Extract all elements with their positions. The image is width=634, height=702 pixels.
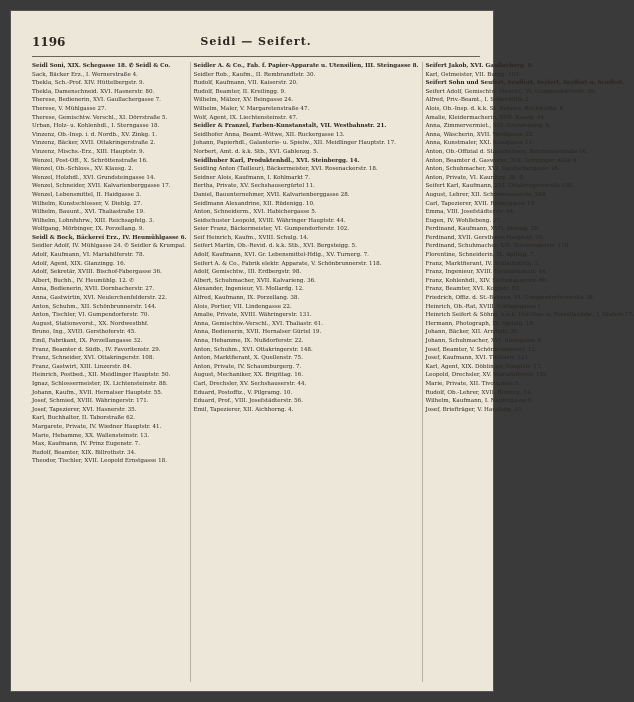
directory-entry: Franz, Kohlenhdl., XIV. Sechshauserstr. 80. (425, 277, 549, 284)
directory-entry: Rudolf, Beamter, II. Kreilingg. 9. (193, 88, 286, 95)
directory-entry: Wilhelm, Kaufmann, I. Naglergasse 6. (425, 398, 534, 405)
directory-entry: Seidler A. & Co., Fab. f. Papier-Apparate u. Utensilien, III. Steingasse 8. (193, 63, 419, 69)
directory-entry: Franz, Beamter d. Südb., IV. Favoritenstr. 29. (32, 346, 161, 353)
directory-entry: Adolf, Sekretär, XVIII. Bischof-Fabergasse 36. (32, 269, 162, 276)
directory-entry: Karl, Ostmeister, VII. Burgg. 101. (425, 71, 521, 78)
directory-entry: Ferdinand, Schuhmacher, XIX. Sieveringerstr. 110. (425, 243, 571, 250)
directory-entry: Max, Kaufmann, IV. Prinz Eugenstr. 7. (32, 441, 140, 448)
directory-entry: Eduard, Prof., VIII. Josefstädterstr. 56. (193, 398, 303, 405)
directory-entry: Rudolf, Beamter, XIX. Billrothstr. 34. (32, 449, 136, 456)
directory-entry: August, Stationsvorst., XX. Nordwestbhf. (32, 320, 149, 327)
directory-entry: Seidlhofer Anna, Beamt.-Witwe, XII. Ruckergasse 13. (193, 131, 345, 138)
directory-entry: Anton, Schuhm., XVI. Ottakringerstr. 148. (193, 346, 313, 353)
directory-entry: Wilhelm, Mälzer, XV. Beingasse 24. (193, 97, 294, 104)
column-2 (190, 62, 418, 682)
directory-entry: Carl, Drechsler, XV. Sechshauserstr. 44. (193, 380, 307, 387)
directory-entry: Eduard, Postoffiz., V. Pilgramg. 10. (193, 389, 293, 396)
directory-entry: Wenzel, Post-Off., X. Schröttenstraße 16. (32, 157, 148, 164)
directory-entry: Anna, Hebamme, IX. Nußdorferstr. 22. (193, 338, 304, 344)
directory-entry: Seidler Adolf, IV. Mühlgasse 24. ✆ Seidler & Krumpal. (32, 243, 186, 250)
directory-entry: Seidlmann Alexandrine, XII. Rüdenigg. 10. (193, 200, 315, 207)
directory-entry: Norbert, Amt. d. k.k. Stb., XVI. Gablenzg. 5. (193, 148, 319, 155)
directory-entry: Alois, Ob.-Insp. d. k.k. St. Bahnen, Buchwaldg. 8. (425, 105, 565, 112)
directory-entry: Franz, Ingenieur, XVIII. Gymnasiumstr. 44. (425, 269, 548, 276)
directory-entry: Johann, Bäcker, XII. Arndtstr. 30. (425, 329, 520, 336)
directory-entry: Anna, Bedienerin, XVII. Dornbacherstr. 27. (32, 286, 155, 293)
directory-entry: Johann, Papierhdl., Galanterie- u. Spielw., XII. Meidlinger Hauptstr. 17. (193, 140, 396, 147)
directory-entry: Franz, Schneider, XVI. Ottakringerstr. 108. (32, 355, 155, 362)
column-3 (422, 62, 634, 682)
directory-entry: Bruno, Ing., XVIII. Gersthoferstr. 45. (32, 329, 137, 336)
directory-entry: Emil, Tapezierer, XII. Aichhorng. 4. (193, 406, 294, 413)
directory-entry: Albert, Schuhmacher, XVII. Kalvarieng. 36. (193, 277, 316, 284)
directory-entry: Heinrich, Ob.-Rat, XVIII. Cottagegasse 1. (425, 303, 543, 310)
directory-entry: Anton, Marktfierant, X. Quellenstr. 75. (193, 355, 303, 362)
directory-entry: Seidler Rob., Kaufm., II. Rembrandtstr. 30. (193, 71, 316, 78)
directory-entry: Josef, Briefträger, V. Hauslabg. 25. (425, 406, 524, 413)
directory-entry: Eugen, IV. Wohllebeng. 27. (425, 217, 502, 224)
directory-entry: Rudolf, Kaufmann, VII. Kaiserstr. 20. (193, 80, 298, 87)
directory-entry: Thekla, Sch.-Prof. XIV. Hüttelbergstr. 9. (32, 80, 145, 87)
page-number: 1196 (32, 35, 66, 49)
directory-entry: Emma, VIII. Josefstädterstr. 64. (425, 209, 516, 216)
directory-entry: Seidling Anton (Tailleur), Bäckermeister, XVI. Rosenackerstr. 18. (193, 166, 378, 173)
directory-entry: Wenzel, Holzhdl., XVI. Grundsteingasse 14. (32, 174, 156, 181)
directory-entry: Adolf, Kaufmann, VI. Mariahilferstr. 78. (32, 252, 145, 259)
directory-entry: Marie, Private, XII. Tivoligasse 5. (425, 380, 521, 387)
directory-entry: Vinzenz, Ob.-Insp. i. d. Nordb., XV. Zinkg. 1. (32, 131, 158, 138)
directory-entry: Emil, Fabrikant, IX. Porzellangasse 32. (32, 338, 143, 344)
directory-entry: Urban, Holz- u. Kohlenhdl., I. Sterngasse 18. (32, 123, 160, 130)
directory-entry: Sack, Bäcker Erz., I. Wernerstraße 4. (32, 71, 138, 78)
directory-entry: Ignaz, Schlossermeister, IX. Lichtensteinstr. 88. (32, 380, 168, 387)
directory-entry: Seifert Martin, Ob.-Revid. d. k.k. Stb., XVI. Bergsteigg. 5. (193, 243, 357, 250)
directory-entry: Wolf, Agent, IX. Liechtensteinstr. 47. (193, 114, 298, 121)
directory-entry: Anton, Ob.-Offizial d. Staatsbahnen, Reichsratsstraße 10. (425, 148, 589, 155)
directory-entry: Seifert Sohn und Seufert, Seuffert, Seyfert, Seyffert u. Scuffert. (425, 80, 625, 87)
directory-entry: Anton, Private, IV. Schaumburgerg. 7. (193, 363, 302, 370)
directory-entry: Vinzenz, Bäcker, XVII. Ottakringerstraße 2. (32, 140, 156, 147)
directory-entry: Karl, Agent, XIX. Döblinger Hauptstr. 17. (425, 363, 543, 370)
directory-entry: August, Mechaniker, XX. Brigittag. 16. (193, 372, 304, 379)
directory-entry: Karl, Buchhalter, II. Taborstraße 62. (32, 415, 135, 422)
directory-entry: Anton, Tischler, VI. Gumpendorferstr. 70. (32, 312, 150, 319)
columns (32, 62, 634, 682)
directory-entry: Josef, Kaufmann, XVI. Thaliastr. 121. (425, 355, 530, 362)
directory-entry: Adolf, Gemischtw., III. Erdbergstr. 98. (193, 269, 302, 276)
directory-entry: Marie, Hebamme, XX. Wallensteinstr. 13. (32, 432, 150, 439)
directory-entry: Alfred, Kaufmann, IX. Porzellang. 38. (193, 295, 300, 302)
directory-entry: Ferdinand, Kaufmann, XVII. Antong. 20. (425, 226, 540, 233)
directory-entry: Seifert Jakob, XVI. Gaullacherg. 9. (425, 63, 534, 69)
directory-entry: Anna, Gemischtw.-Verschl., XVI. Thaliastr. 61. (193, 320, 323, 327)
directory-entry: Anton, Schuhm., XII. Schönbrunnerstr. 144. (32, 303, 157, 310)
directory-entry: Friedrich, Offiz. d. St.-Bahnen, VI. Gumpendorferstraße 38. (425, 295, 595, 302)
directory-entry: Wilhelm, Kunstschlosser, V. Diehlg. 27. (32, 200, 143, 207)
directory-entry: Anna, Bedienerin, XVII. Hernalser Gürtel 19. (193, 329, 322, 336)
directory-entry: Heinrich, Postbed., XII. Meidlinger Hauptstr. 50. (32, 372, 171, 379)
directory-entry: Franz, Beamter, XVI. Koppstr. 52. (425, 286, 521, 293)
directory-entry: Anna, Kunstmaler, XXI. Kunzgasse 11. (425, 140, 534, 147)
directory-entry: Wilhelm, Lohnfuhrw., XIII. Reichsapfelg. 3. (32, 217, 155, 224)
directory-entry: Anton, Schuhmacher, XVI. Gaullachergasse 18. (425, 166, 560, 173)
directory-entry: Anna, Zimmervermiet., XVI. Grundsteing. 6. (425, 123, 551, 130)
directory-entry: Adolf, Agent, XIX. Glanzingg. 16. (32, 260, 126, 267)
directory-entry: Seidler & Franzel, Farben-Kunstanstalt, VII. Westbahnstr. 21. (193, 123, 387, 130)
directory-entry: Ferdinand, XVII. Gersthofer Hauptstr. 70. (425, 234, 544, 241)
directory-entry: Alois, Portier, VII. Lindengasse 22. (193, 303, 292, 310)
directory-entry: Franz, Marktfierant, IV. Schleifmühlg. 3. (425, 260, 541, 267)
directory-entry: Seier Franz, Bäckermeister, VI. Gumpendorferstr. 102. (193, 226, 350, 233)
directory-entry: Wilhelm, Maler, V. Margaretenstraße 47. (193, 105, 310, 112)
directory-entry: Amalie, Private, XVIII. Währingerstr. 131. (193, 312, 312, 319)
directory-entry: Margarete, Private, IV. Wiedner Hauptstr. 41. (32, 423, 162, 430)
directory-entry: Theodor, Tischler, XVII. Leopold Ernstgasse 18. (32, 458, 168, 465)
directory-entry: Josef, Tapezierer, XVI. Hasnerstr. 35. (32, 406, 137, 413)
directory-entry: Josef, Beamter, V. Schönbrunnerstr. 12. (425, 346, 537, 353)
directory-entry: Wolfgang, Mörbinger, IX. Porzellang. 9. (32, 226, 145, 233)
directory-entry: Seifert Adolf, Gemischtw. Verschl., VI. Gumpendorferstr. 39. (425, 88, 597, 95)
directory-entry: Adolf, Kaufmann, XVI. Gr. Lebensmittel-Hdlg., XV. Turnerg. 7. (193, 252, 369, 259)
directory-entry: Heinrich Seifert & Söhne, k.u.k. Hof-Glas- u. Porzellanfabr., I. Graben 17. (425, 312, 634, 319)
directory-entry: Rudolf, Ob.-Lehrer, XVII. Rötzerg. 14. (425, 389, 533, 396)
directory-entry: Florentine, Schneiderin, IX. Spitalg. 7. (425, 252, 536, 259)
directory-entry: Anton, Private, VI. Kaunitzg. 38. ✆ (425, 174, 524, 181)
directory-entry: Johann, Schuhmacher, XVI. Steingasse 4. (425, 338, 543, 344)
directory-entry: Alexander, Ingenieur, VI. Mollardg. 12. (193, 286, 304, 293)
directory-entry: Wenzel, Lebensmittel, II. Haidgasse 3. (32, 191, 142, 198)
directory-entry: Anton, Schneiderm., XVI. Habichergasse 5. (193, 209, 317, 216)
directory-entry: Anna, Wäscherin, XVII. Weißgasse 33. (425, 131, 534, 138)
directory-entry: Johann, Kaufm., XVII. Hernalser Hauptstr. 55. (32, 389, 163, 396)
directory-entry: Carl, Tapezierer, XVII. Rötzergasse 19. (425, 200, 536, 207)
directory-entry: Hermann, Photograph, IX. Spitalg. 18. (425, 320, 535, 327)
directory-entry: Therese, Bedienerin, XVI. Gaullachergasse 7. (32, 97, 161, 104)
directory-entry: Seifert Karl, Kaufmann, XVI. Ottakringerstraße 192. (425, 183, 575, 190)
directory-entry: Thekla, Damenschneid. XVI. Hasnerstr. 80. (32, 88, 155, 95)
directory-entry: Bertha, Private, XV. Sechshausergürtel 11. (193, 183, 315, 190)
directory-entry: Franz, Gastwirt, XIII. Linzerstr. 84. (32, 363, 132, 370)
directory-entry: Wilhelm, Bauunt., XVI. Thaliastraße 19. (32, 209, 145, 216)
column-1 (32, 62, 186, 682)
directory-entry: Amalie, Kleidermacherin, XVII. Kunzg. 44. (425, 114, 546, 121)
directory-entry: Leopold, Drechsler, XV. Mariahilferstr. 182. (425, 372, 549, 379)
directory-entry: Josef, Schmied, XVIII. Währingerstr. 171. (32, 398, 149, 405)
directory-entry: Wenzel, Schneider, XVII. Kalvarienberggasse 17. (32, 183, 171, 190)
directory-entry: Seidl Soni, XIX. Schegasse 18. ✆ Seidl & Co. (32, 63, 171, 69)
directory-entry: Daniel, Bauunternehmer, XVII. Kalvarienberggasse 28. (193, 191, 350, 198)
directory-entry: Anton, Beamter d. Gaswerke, XIX. Grinzinger Allee 6. (425, 157, 579, 164)
directory-entry: Seif Heinrich, Kaufm., XVIII. Schulg. 14. (193, 234, 309, 241)
directory-entry: August, Lehrer, XII. Schönbrunnerstr. 248. (425, 191, 547, 198)
page-header (32, 35, 480, 53)
directory-entry: Seidschuster Leopold, XVIII. Währinger Hauptstr. 44. (193, 217, 346, 224)
directory-entry: Seidl & Bock, Bäckerei Erz., IV. Heumühlgasse 6. (32, 234, 187, 241)
directory-entry: Albert, Buchh., IV. Heumühlg. 12. ✆ (32, 277, 134, 284)
directory-entry: Seidner Alois, Kaufmann, I. Kohlmarkt 7. (193, 174, 310, 181)
running-title: Seidl — Seifert. (200, 35, 312, 48)
directory-page (10, 10, 634, 692)
directory-entry: Wenzel, Ob.-Schloss., XV. Klausg. 2. (32, 166, 134, 173)
directory-entry: Therese, Gemischtw. Verschl., XI. Dörrstraße 5. (32, 114, 168, 121)
directory-entry: Anna, Gastwirtin, XVI. Neulerchenfelderstr. 22. (32, 295, 167, 302)
directory-entry: Seifert A. & Co., Fabrik elektr. Apparate, V. Schönbrunnerstr. 118. (193, 260, 382, 267)
directory-entry: Vinzenz, Mischs.-Erz., XIII. Hauptstr. 9. (32, 148, 145, 155)
directory-entry: Alfred, Priv.-Beamt., I. Seilerstätte 2. (425, 97, 531, 104)
directory-entry: Therese, V. Mühlgasse 27. (32, 105, 107, 112)
directory-entry: Seidlhuber Karl, Produktenhdl., XVI. Steinbergg. 14. (193, 157, 360, 164)
header-rule (32, 56, 480, 57)
